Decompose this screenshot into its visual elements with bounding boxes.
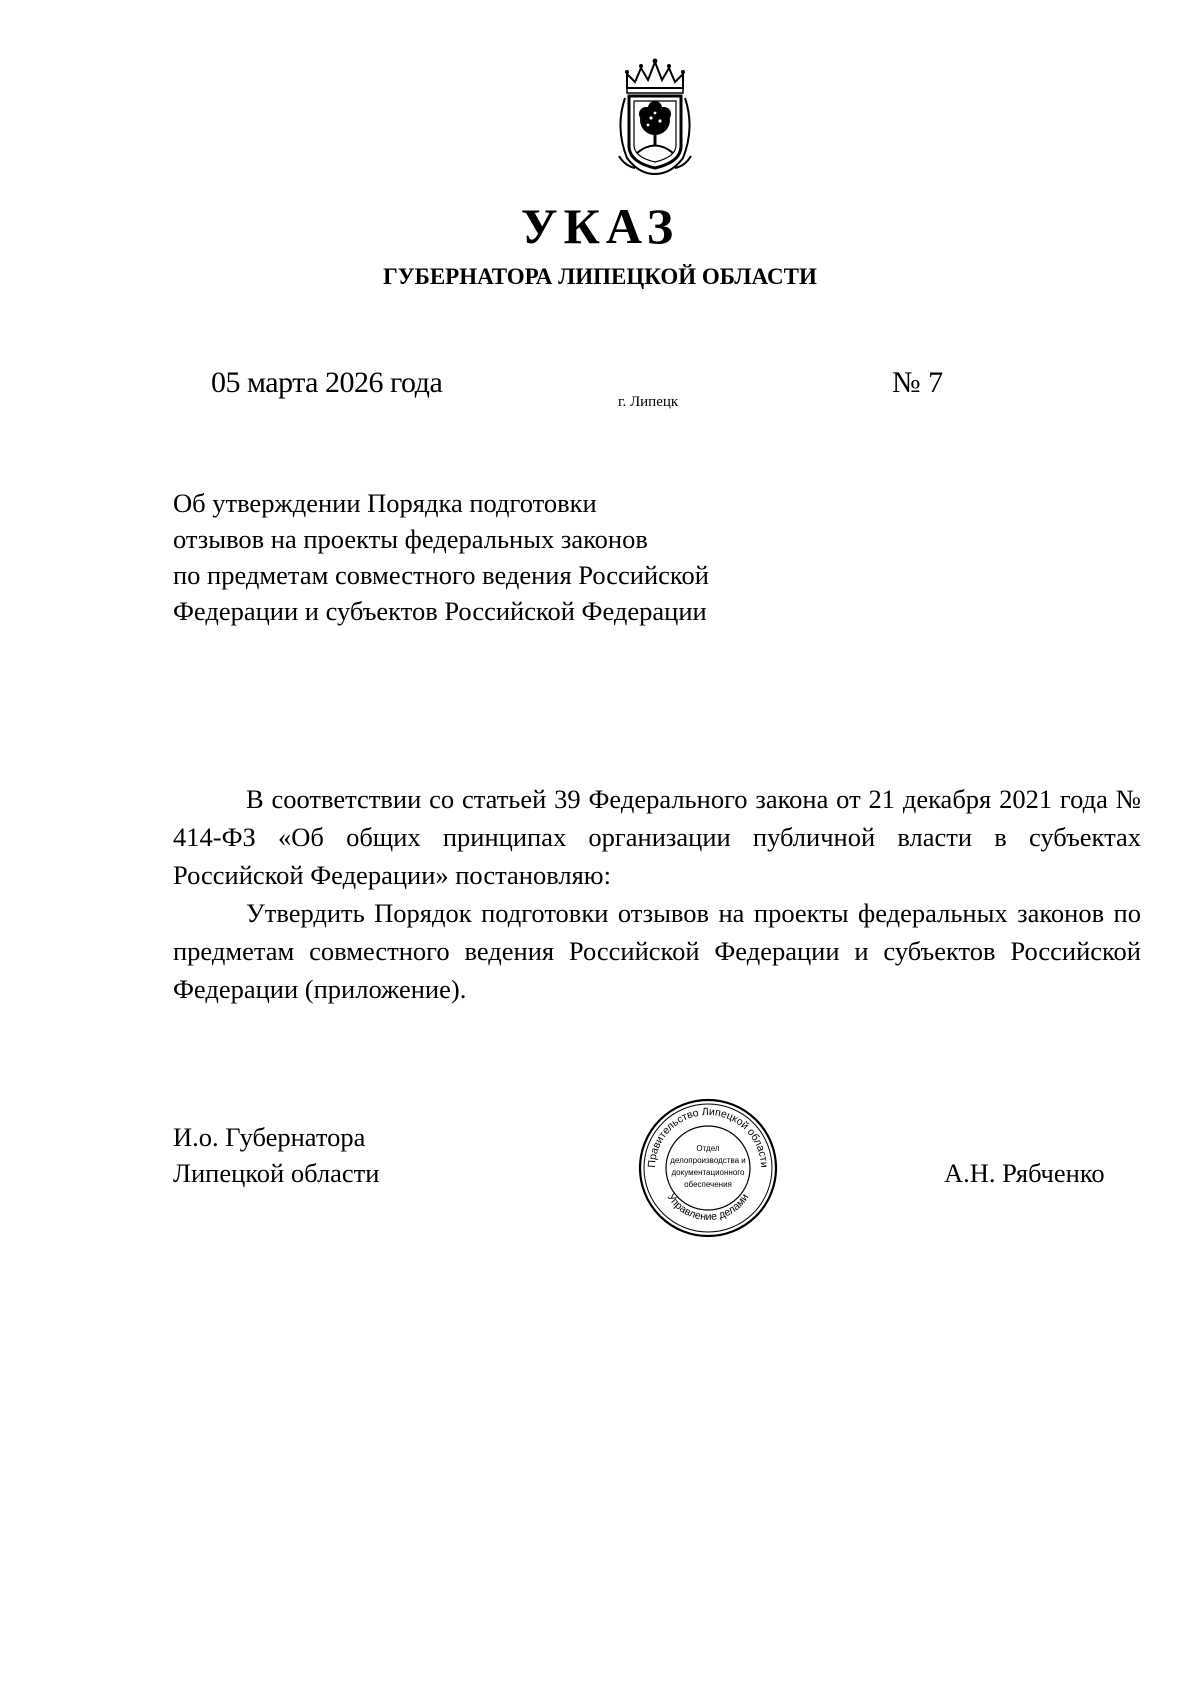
subject-line: Об утверждении Порядка подготовки xyxy=(173,488,597,518)
signatory-name: А.Н. Рябченко xyxy=(944,1158,1105,1188)
subject-line: отзывов на проекты федеральных законов xyxy=(173,524,648,554)
document-title: УКАЗ xyxy=(520,198,680,254)
signatory-position-line: И.о. Губернатора xyxy=(173,1122,366,1152)
signatory-position xyxy=(173,1119,379,1191)
stamp-inner-text: обеспечения xyxy=(684,1180,732,1189)
stamp-outer-top-text: Правительство Липецкой области xyxy=(645,1105,771,1169)
document-city: г. Липецк xyxy=(618,394,679,410)
document-subtitle: ГУБЕРНАТОРА ЛИПЕЦКОЙ ОБЛАСТИ xyxy=(383,264,817,289)
stamp-inner-text: Отдел xyxy=(696,1144,720,1153)
subject-line: Федерации и субъектов Российской Федерации xyxy=(173,596,707,626)
stamp-outer-bottom-text: Управление делами xyxy=(664,1191,752,1224)
coat-of-arms-icon xyxy=(605,58,705,178)
subject-line: по предметам совместного ведения Российской xyxy=(173,560,709,590)
document-number: № 7 xyxy=(892,366,944,399)
document-date: 05 марта 2026 года xyxy=(211,366,443,399)
stamp-inner-text: документационного xyxy=(671,1168,745,1177)
signatory-position-line: Липецкой области xyxy=(173,1158,380,1188)
document-subject xyxy=(173,485,813,629)
document-body xyxy=(173,780,1141,1008)
body-paragraph: Утвердить Порядок подготовки отзывов на проекты федеральных законов по предметам совместного ведения Российской Федерации и субъектов Российской Федерации (приложение). xyxy=(173,898,1141,1004)
official-stamp-icon xyxy=(637,1097,779,1239)
stamp-inner-text: делопроизводства и xyxy=(670,1156,746,1165)
body-paragraph: В соответствии со статьей 39 Федерального закона от 21 декабря 2021 года № 414-ФЗ «Об общих принципах организации публичной власти в субъектах Российской Федерации» постановляю: xyxy=(173,784,1141,890)
